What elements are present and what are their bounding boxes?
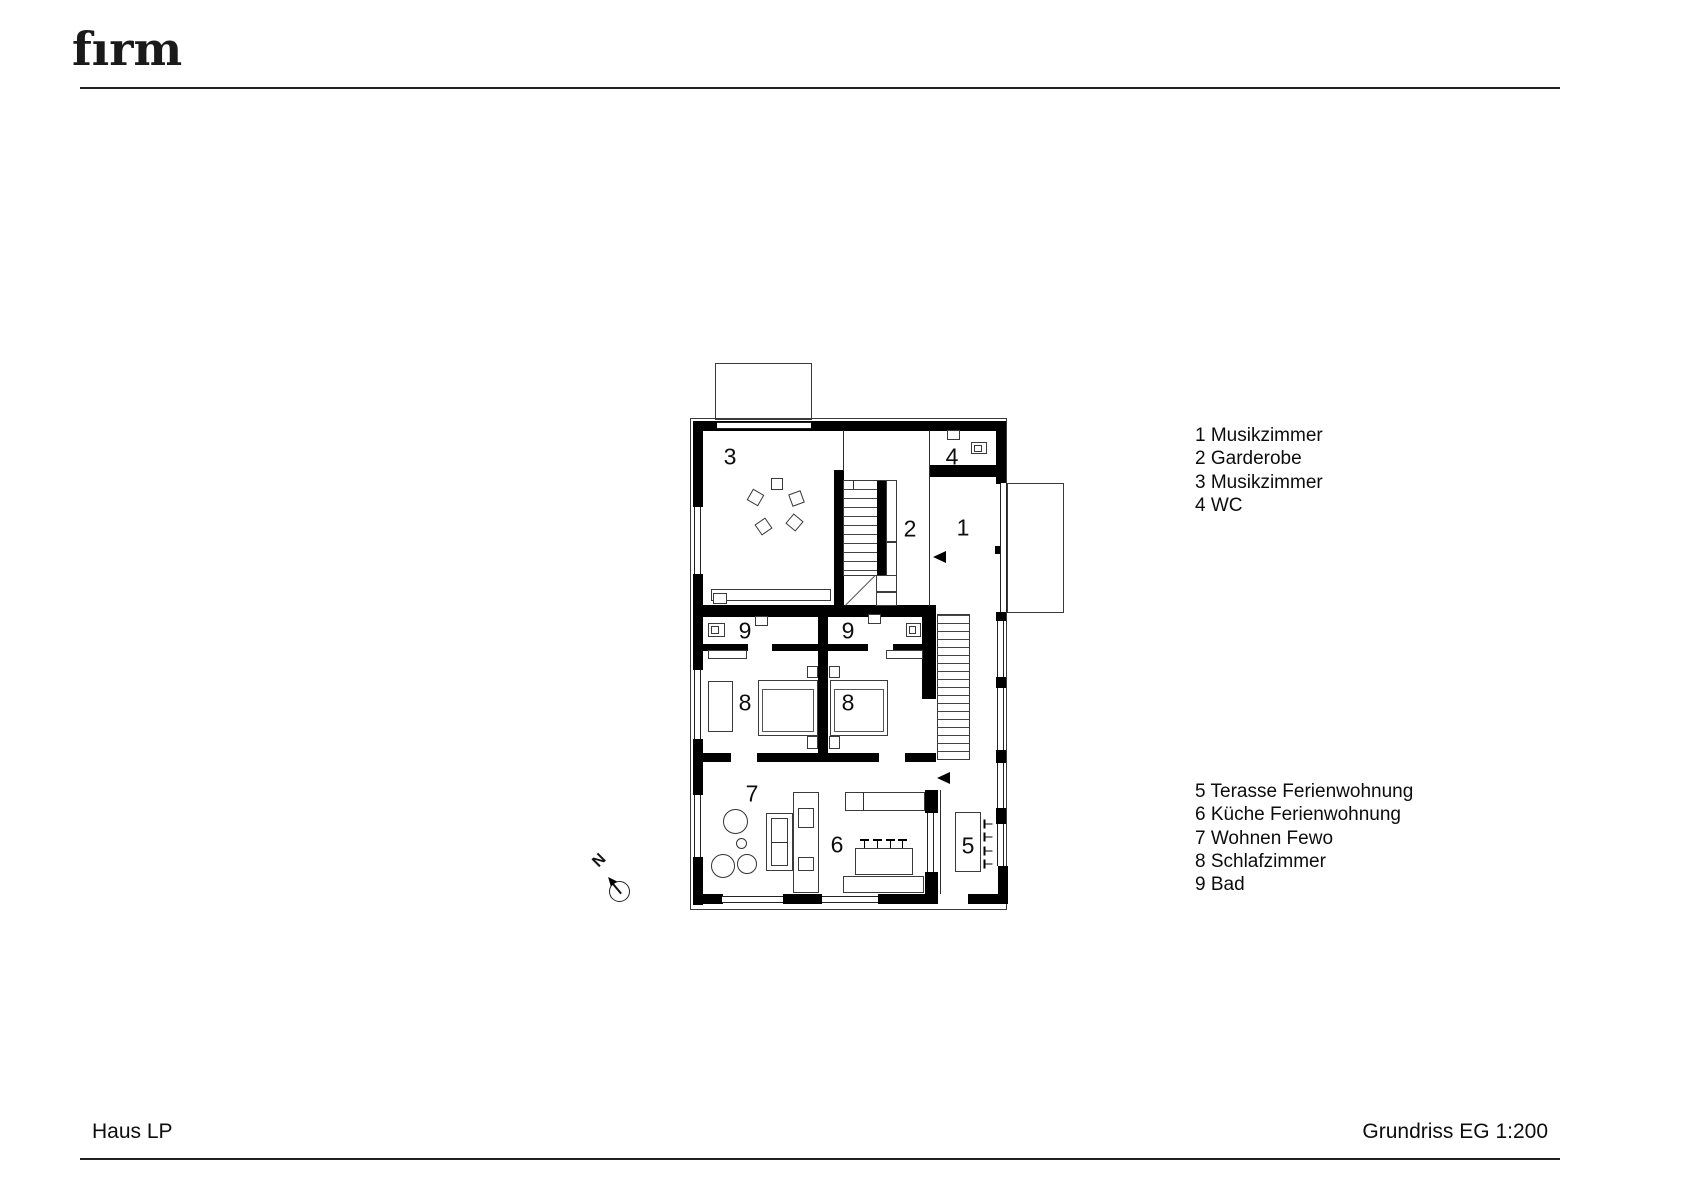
wall <box>905 753 936 762</box>
legend-item: 2 Garderobe <box>1195 448 1302 470</box>
wall <box>703 753 731 762</box>
balcony-outline <box>715 363 812 420</box>
window <box>997 621 1004 677</box>
room-label-9: 9 <box>841 617 855 644</box>
header-rule <box>80 87 1560 89</box>
balcony-door <box>717 422 811 429</box>
room-label-7: 7 <box>745 780 759 807</box>
legend-item: 7 Wohnen Fewo <box>1195 827 1334 849</box>
wall <box>693 894 723 904</box>
footer-drawing-title: Grundriss EG 1:200 <box>1362 1120 1548 1143</box>
chair <box>984 847 990 856</box>
footer-project-title: Haus LP <box>92 1120 173 1143</box>
chair <box>984 860 990 869</box>
wc-fixture <box>947 430 960 440</box>
bed <box>758 680 818 736</box>
room-label-3: 3 <box>723 443 737 470</box>
exterior-stair-treads <box>938 615 969 759</box>
window <box>997 763 1004 808</box>
north-letter: N <box>589 850 610 871</box>
wall <box>693 574 703 670</box>
window <box>997 824 1004 866</box>
legend-item: 6 Küche Ferienwohnung <box>1195 804 1401 826</box>
closet <box>886 650 923 659</box>
window <box>722 896 783 903</box>
nightstand <box>807 736 818 749</box>
legend-item: 8 Schlafzimmer <box>1195 850 1326 872</box>
nightstand <box>829 666 840 678</box>
glass-facade <box>1000 483 1007 612</box>
wall <box>693 739 703 795</box>
room-label-1: 1 <box>956 514 970 541</box>
legend-item: 5 Terasse Ferienwohnung <box>1195 781 1414 802</box>
wall <box>828 644 868 651</box>
chair <box>984 833 990 842</box>
window <box>694 507 701 574</box>
room-label-2: 2 <box>903 515 917 542</box>
chair <box>873 839 882 845</box>
footer-rule <box>80 1158 1560 1160</box>
chair <box>886 839 895 845</box>
window <box>822 896 878 903</box>
kitchen-counter <box>863 792 864 811</box>
wall <box>998 866 1008 904</box>
washbasin <box>909 626 916 634</box>
wall <box>925 872 938 895</box>
wall <box>922 605 936 699</box>
wall <box>996 750 1006 763</box>
room-label-5: 5 <box>961 832 975 859</box>
partition-line <box>929 430 930 606</box>
legend-upper <box>1195 424 1323 517</box>
legend-item: 4 WC <box>1195 494 1243 516</box>
chair <box>984 820 990 829</box>
washbasin <box>711 626 719 634</box>
sideboard <box>711 589 831 601</box>
armchair <box>723 809 748 834</box>
wall <box>925 790 938 813</box>
partition-line <box>843 430 844 471</box>
kitchen-counter <box>845 792 925 811</box>
legend-item: 9 Bad <box>1195 874 1245 896</box>
under-stair-closet <box>876 575 897 592</box>
side-table <box>736 838 747 849</box>
wall <box>996 421 1006 484</box>
chair <box>860 839 869 845</box>
window <box>694 795 701 857</box>
window <box>997 688 1004 750</box>
wall <box>930 465 997 477</box>
terrace-edge-line <box>940 790 941 894</box>
room-label-6: 6 <box>830 831 844 858</box>
armchair <box>737 854 757 874</box>
legend-item: 1 Musikzimmer <box>1195 425 1323 446</box>
armchair <box>711 854 735 878</box>
dining-table <box>855 848 913 875</box>
room-label-8: 8 <box>738 689 752 716</box>
sofa <box>771 842 788 843</box>
glass-door <box>927 813 934 872</box>
room-label-8: 8 <box>841 689 855 716</box>
wc-fixture <box>755 616 768 626</box>
wardrobe <box>708 681 733 732</box>
stair-landing <box>886 542 897 576</box>
stair-landing <box>886 480 897 542</box>
terrace-outline <box>1007 483 1064 613</box>
chair <box>898 839 907 845</box>
wall <box>693 421 703 507</box>
stair-line <box>853 480 854 489</box>
closet <box>708 650 747 659</box>
under-stair-closet <box>876 592 897 606</box>
shelf-cabinet <box>798 808 814 828</box>
entrance-arrow-icon <box>937 772 950 784</box>
nightstand <box>829 736 840 749</box>
washbasin <box>974 445 982 452</box>
wall <box>783 894 822 904</box>
shelf-cabinet <box>798 857 814 871</box>
bed <box>830 680 888 736</box>
entrance-arrow-icon <box>933 551 946 563</box>
room-label-9: 9 <box>738 617 752 644</box>
sideboard <box>713 593 727 604</box>
window <box>694 670 701 739</box>
firm-logo: fırm <box>72 22 183 76</box>
nightstand <box>807 666 818 678</box>
wall <box>818 615 828 757</box>
wall <box>996 612 1006 621</box>
legend-item: 3 Musikzimmer <box>1195 471 1323 493</box>
room-label-4: 4 <box>945 443 959 470</box>
kitchen-counter <box>843 876 924 893</box>
wall <box>996 677 1006 688</box>
wc-fixture <box>868 614 881 624</box>
wall <box>996 808 1006 824</box>
stair-treads <box>844 489 877 571</box>
wall <box>757 753 879 762</box>
stool <box>771 478 783 490</box>
wall <box>772 644 819 651</box>
wall <box>878 894 938 904</box>
legend-lower <box>1195 780 1413 896</box>
